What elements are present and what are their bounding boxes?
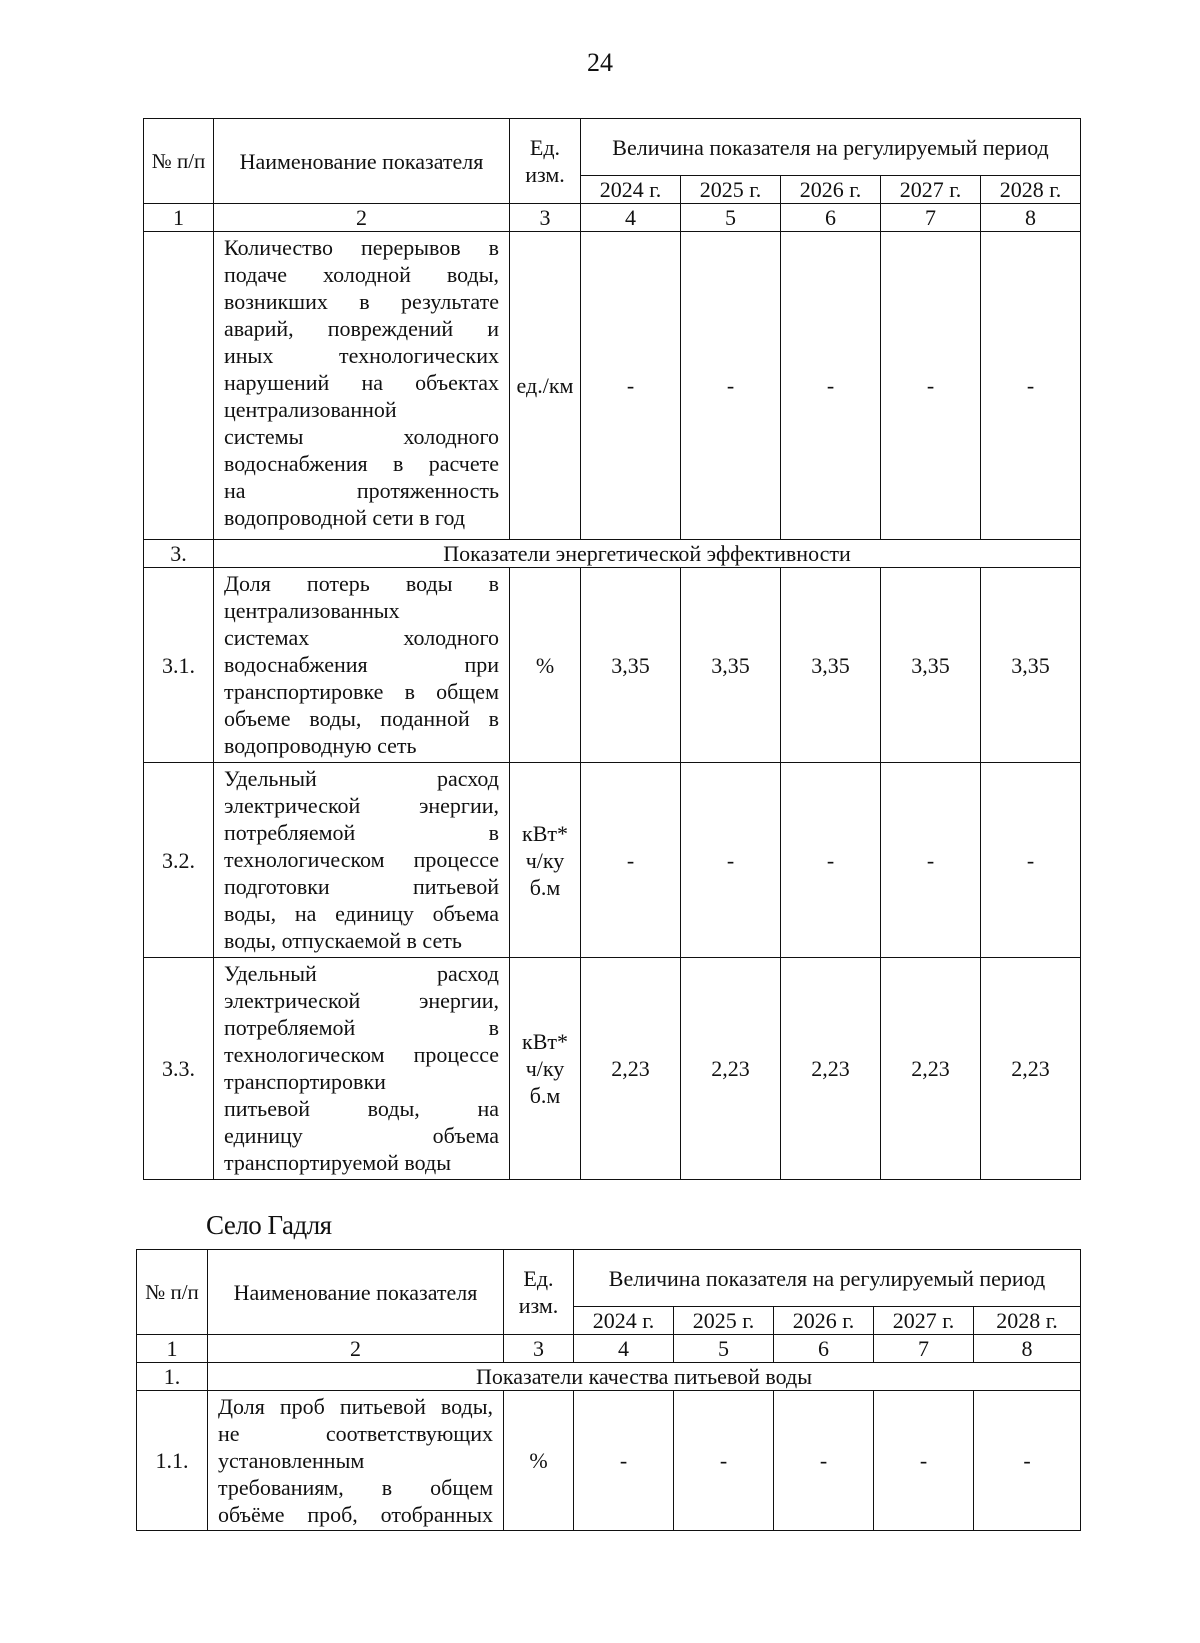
name-line: централизованных: [224, 598, 400, 623]
name-line: питьевой воды, на: [224, 1096, 499, 1121]
value-cell: -: [874, 1391, 974, 1531]
row-num: 3.2.: [144, 763, 214, 958]
name-line: подготовки питьевой: [224, 874, 499, 899]
value-cell: -: [974, 1391, 1081, 1531]
col-number: 1: [137, 1335, 208, 1363]
header-year: 2027 г.: [881, 176, 981, 204]
name-line: Количество перерывов в: [224, 235, 499, 260]
table-row: [144, 958, 1081, 1180]
name-line: объёме проб, отобранных: [218, 1502, 493, 1527]
value-cell: -: [574, 1391, 674, 1531]
value-cell: 3,35: [881, 568, 981, 763]
value-cell: 3,35: [981, 568, 1081, 763]
header-year: 2026 г.: [774, 1307, 874, 1335]
name-line: Доля потерь воды в: [224, 571, 499, 596]
col-number: 6: [781, 204, 881, 232]
table-row: [144, 568, 1081, 763]
indicators-table-1: [143, 118, 1081, 1180]
name-line: воды, отпускаемой в сеть: [224, 928, 462, 953]
name-line: электрической энергии,: [224, 793, 499, 818]
value-cell: 2,23: [781, 958, 881, 1180]
location-title: Село Гадля: [206, 1210, 332, 1240]
page-number: 24: [587, 48, 613, 77]
value-cell: -: [881, 763, 981, 958]
name-line: системах холодного: [224, 625, 499, 650]
name-line: транспортируемой воды: [224, 1150, 452, 1175]
name-line: технологическом процессе: [224, 847, 499, 872]
name-line: транспортировке в общем: [224, 679, 499, 704]
col-number: 4: [574, 1335, 674, 1363]
name-line: не соответствующих: [218, 1421, 493, 1446]
unit-cell: кВт*ч/куб.м: [510, 958, 581, 1180]
name-line: централизованной: [224, 397, 397, 422]
unit-cell: %: [504, 1391, 574, 1531]
name-line: технологическом процессе: [224, 1042, 499, 1067]
name-line: водопроводной сети в год: [224, 505, 466, 530]
col-number: 7: [881, 204, 981, 232]
col-number: 3: [510, 204, 581, 232]
col-number: 2: [208, 1335, 504, 1363]
row-num: 3.3.: [144, 958, 214, 1180]
name-line: Удельный расход: [224, 961, 499, 986]
table-row: [144, 763, 1081, 958]
header-year: 2028 г.: [974, 1307, 1081, 1335]
value-cell: 3,35: [581, 568, 681, 763]
value-cell: 3,35: [681, 568, 781, 763]
header-year: 2026 г.: [781, 176, 881, 204]
table-row: [144, 232, 1081, 540]
value-cell: -: [681, 232, 781, 540]
value-cell: -: [774, 1391, 874, 1531]
name-line: на протяженность: [224, 478, 499, 503]
header-year: 2025 г.: [681, 176, 781, 204]
name-line: аварий, повреждений и: [224, 316, 499, 341]
header-num: № п/п: [144, 119, 214, 204]
section-row: [137, 1363, 1081, 1391]
indicator-name: [214, 232, 510, 540]
col-number: 6: [774, 1335, 874, 1363]
header-year: 2024 г.: [581, 176, 681, 204]
unit-cell: ед./км: [510, 232, 581, 540]
value-cell: 2,23: [581, 958, 681, 1180]
table-row: [137, 1391, 1081, 1531]
name-line: потребляемой в: [224, 820, 499, 845]
header-num: № п/п: [137, 1250, 208, 1335]
value-cell: -: [781, 232, 881, 540]
row-num: 3.1.: [144, 568, 214, 763]
value-cell: -: [981, 763, 1081, 958]
name-line: Доля проб питьевой воды,: [218, 1394, 493, 1419]
name-line: Удельный расход: [224, 766, 499, 791]
indicator-name: [214, 958, 510, 1180]
section-num: 3.: [144, 540, 214, 568]
value-cell: 3,35: [781, 568, 881, 763]
indicator-name: [208, 1391, 504, 1531]
name-line: системы холодного: [224, 424, 499, 449]
value-cell: -: [581, 763, 681, 958]
name-line: водоснабжения в расчете: [224, 451, 499, 476]
header-name: Наименование показателя: [208, 1250, 504, 1335]
unit-cell: %: [510, 568, 581, 763]
col-number: 3: [504, 1335, 574, 1363]
name-line: требованиям, в общем: [218, 1475, 493, 1500]
name-line: транспортировки: [224, 1069, 386, 1094]
name-line: электрической энергии,: [224, 988, 499, 1013]
col-number: 8: [974, 1335, 1081, 1363]
col-number: 1: [144, 204, 214, 232]
value-cell: -: [681, 763, 781, 958]
header-name: Наименование показателя: [214, 119, 510, 204]
name-line: единицу объема: [224, 1123, 499, 1148]
header-year: 2028 г.: [981, 176, 1081, 204]
section-title: Показатели энергетической эффективности: [214, 540, 1081, 568]
row-num: 1.1.: [137, 1391, 208, 1531]
name-line: возникших в результате: [224, 289, 499, 314]
value-cell: 2,23: [681, 958, 781, 1180]
section-row: [144, 540, 1081, 568]
name-line: потребляемой в: [224, 1015, 499, 1040]
col-number: 2: [214, 204, 510, 232]
indicators-table-2: [136, 1249, 1081, 1531]
row-num: [144, 232, 214, 540]
section-title: Показатели качества питьевой воды: [208, 1363, 1081, 1391]
value-cell: -: [981, 232, 1081, 540]
header-period: Величина показателя на регулируемый период: [581, 119, 1081, 176]
indicator-name: [214, 568, 510, 763]
header-year: 2025 г.: [674, 1307, 774, 1335]
value-cell: 2,23: [881, 958, 981, 1180]
value-cell: -: [781, 763, 881, 958]
section-num: 1.: [137, 1363, 208, 1391]
col-number: 8: [981, 204, 1081, 232]
header-year: 2027 г.: [874, 1307, 974, 1335]
name-line: установленным: [218, 1448, 365, 1473]
name-line: воды, на единицу объема: [224, 901, 499, 926]
indicator-name: [214, 763, 510, 958]
header-unit: Ед. изм.: [510, 119, 581, 204]
name-line: подаче холодной воды,: [224, 262, 499, 287]
name-line: водопроводную сеть: [224, 733, 417, 758]
col-number: 7: [874, 1335, 974, 1363]
header-year: 2024 г.: [574, 1307, 674, 1335]
name-line: нарушений на объектах: [224, 370, 499, 395]
name-line: иных технологических: [224, 343, 499, 368]
value-cell: -: [881, 232, 981, 540]
header-unit: Ед. изм.: [504, 1250, 574, 1335]
name-line: объеме воды, поданной в: [224, 706, 499, 731]
unit-cell: кВт*ч/куб.м: [510, 763, 581, 958]
col-number: 4: [581, 204, 681, 232]
col-number: 5: [681, 204, 781, 232]
name-line: водоснабжения при: [224, 652, 499, 677]
value-cell: 2,23: [981, 958, 1081, 1180]
header-period: Величина показателя на регулируемый период: [574, 1250, 1081, 1307]
col-number: 5: [674, 1335, 774, 1363]
value-cell: -: [674, 1391, 774, 1531]
value-cell: -: [581, 232, 681, 540]
